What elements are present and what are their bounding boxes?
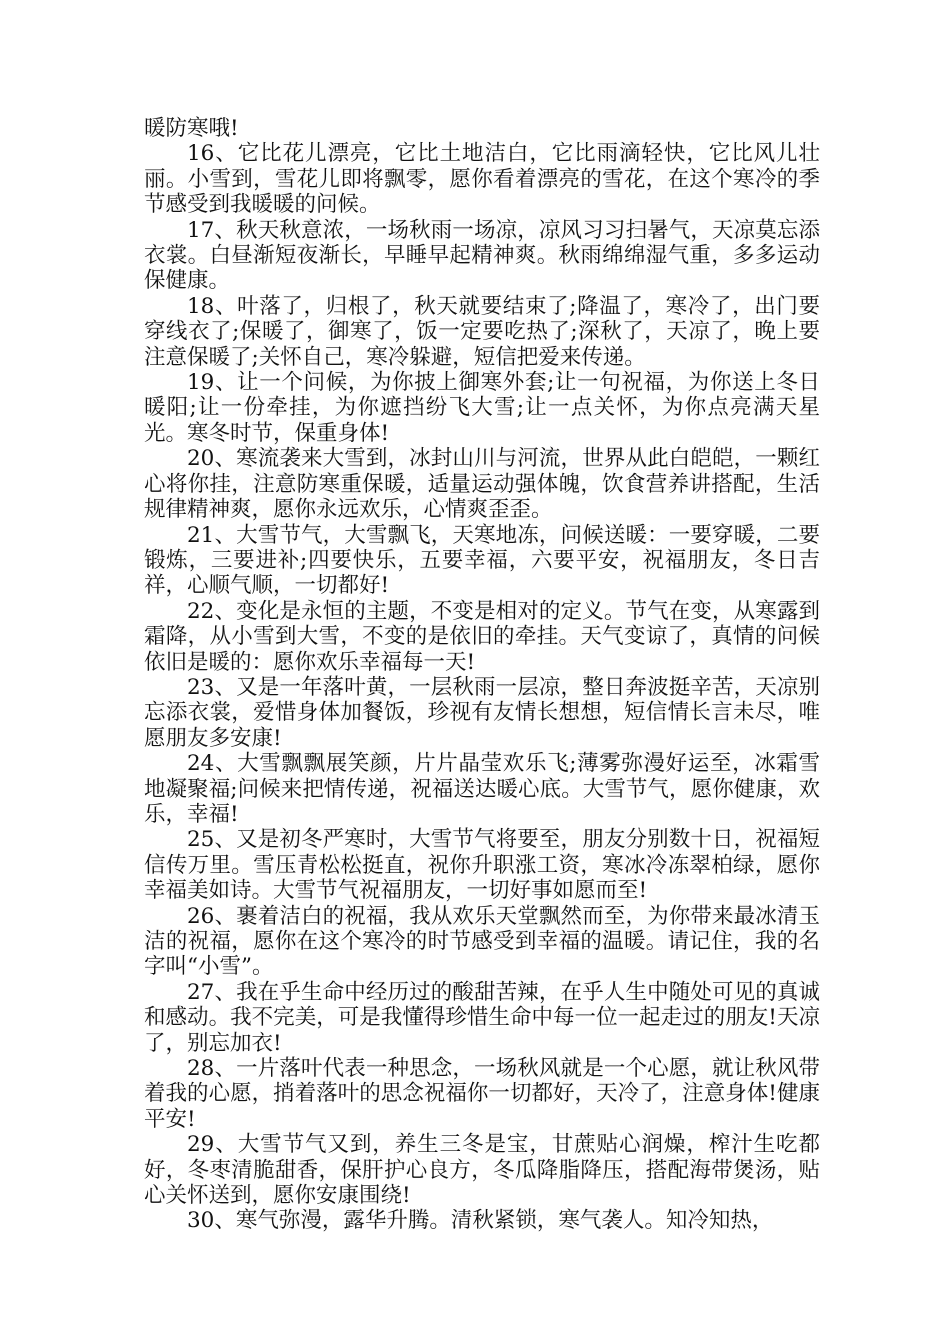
- paragraph-30: 30、寒气弥漫，露华升腾。清秋紧锁，寒气袭人。知冷知热，: [187, 1208, 774, 1234]
- paragraph-25: 25、又是初冬严寒时，大雪节气将要至，朋友分别数十日，祝福短信传万里。雪压青松松挺直，祝你升职涨工资，寒冰冷冻翠柏绿，愿你幸福美如诗。大雪节气祝福朋友，一切好事如愿而至!: [144, 827, 820, 904]
- paragraph-24: 24、大雪飘飘展笑颜，片片晶莹欢乐飞;薄雾弥漫好运至，冰霜雪地凝聚福;问候来把情传递，祝福送达暖心底。大雪节气，愿你健康，欢乐，幸福!: [144, 751, 820, 827]
- paragraph-22: 22、变化是永恒的主题，不变是相对的定义。节气在变，从寒露到霜降，从小雪到大雪，不变的是依旧的牵挂。天气变谅了，真情的问候依旧是暖的：愿你欢乐幸福每一天!: [144, 598, 820, 675]
- paragraph-20: 20、寒流袭来大雪到，冰封山川与河流，世界从此白皑皑，一颗红心将你挂，注意防寒重保暖，适量运动强体魄，饮食营养讲搭配，生活规律精神爽，愿你永远欢乐，心情爽歪歪。: [144, 446, 820, 523]
- paragraph-26: 26、裹着洁白的祝福，我从欢乐天堂飘然而至，为你带来最冰清玉洁的祝福，愿你在这个寒冷的时节感受到幸福的温暖。请记住，我的名字叫“小雪”。: [144, 903, 820, 980]
- paragraph-19: 19、让一个问候，为你披上御寒外套;让一句祝福，为你送上冬日暖阳;让一份牵挂，为你遮挡纷飞大雪;让一点关怀，为你点亮满天星光。寒冬时节，保重身体!: [144, 370, 820, 446]
- paragraph-29: 29、大雪节气又到，养生三冬是宝，甘蔗贴心润燥，榨汁生吃都好，冬枣清脆甜香，保肝护心良方，冬瓜降脂降压，搭配海带煲汤，贴心关怀送到，愿你安康围绕!: [144, 1132, 820, 1209]
- paragraph-17: 17、秋天秋意浓，一场秋雨一场凉，凉风习习扫暑气，天凉莫忘添衣裳。白昼渐短夜渐长，早睡早起精神爽。秋雨绵绵湿气重，多多运动保健康。: [144, 217, 820, 294]
- paragraph-28: 28、一片落叶代表一种思念，一场秋风就是一个心愿，就让秋风带着我的心愿，捎着落叶的思念祝福你一切都好，天冷了，注意身体!健康平安!: [144, 1056, 820, 1132]
- paragraph-18: 18、叶落了，归根了，秋天就要结束了;降温了，寒冷了，出门要穿线衣了;保暖了，御寒了，饭一定要吃热了;深秋了，天凉了，晚上要注意保暖了;关怀自己，寒冷躲避，短信把爱来传递。: [144, 293, 820, 370]
- document-body: [144, 116, 820, 1234]
- paragraph-23: 23、又是一年落叶黄，一层秋雨一层凉，整日奔波挺辛苦，天凉别忘添衣裳，爱惜身体加餐饭，珍视有友情长想想，短信情长言未尽，唯愿朋友多安康!: [144, 674, 820, 751]
- paragraph-27: 27、我在乎生命中经历过的酸甜苦辣，在乎人生中随处可见的真诚和感动。我不完美，可是我懂得珍惜生命中每一位一起走过的朋友!天凉了，别忘加衣!: [144, 979, 820, 1056]
- paragraph-continued: 暖防寒哦!: [144, 116, 239, 141]
- paragraph-21: 21、大雪节气，大雪飘飞，天寒地冻，问候送暖：一要穿暖，二要锻炼，三要进补;四要快乐，五要幸福，六要平安，祝福朋友，冬日吉祥，心顺气顺，一切都好!: [144, 522, 820, 599]
- paragraph-16: 16、它比花儿漂亮，它比土地洁白，它比雨滴轻快，它比风儿壮丽。小雪到，雪花儿即将飘零，愿你看着漂亮的雪花，在这个寒冷的季节感受到我暖暖的问候。: [144, 141, 820, 218]
